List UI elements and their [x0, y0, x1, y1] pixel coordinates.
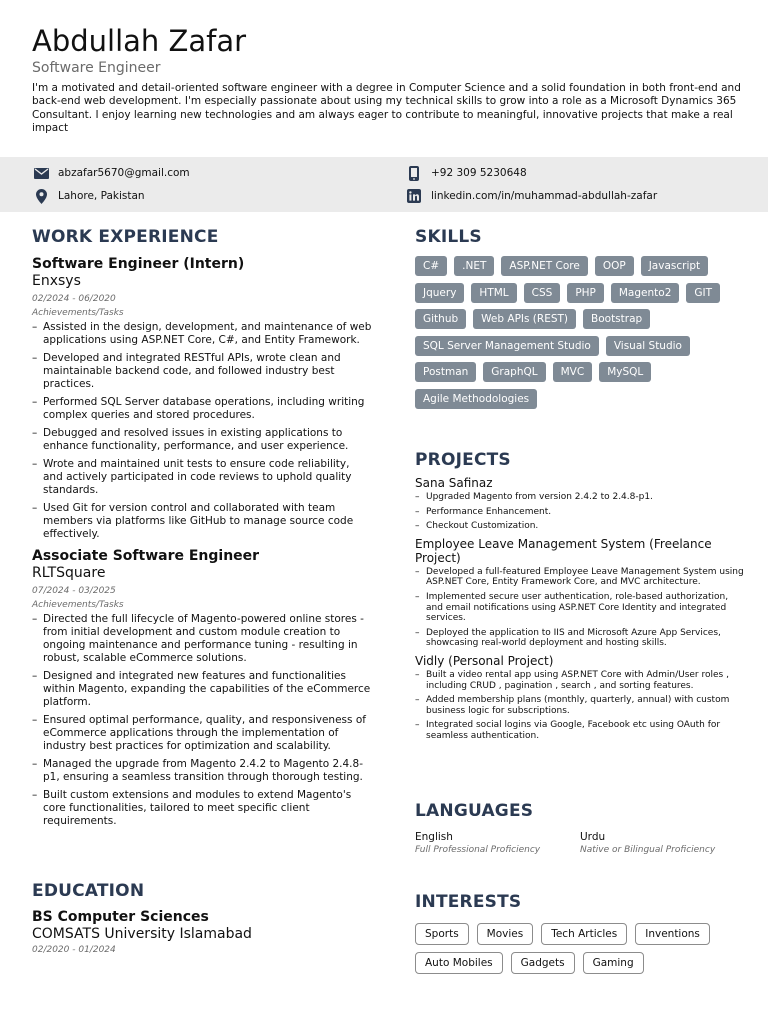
job-dates: 07/2024 - 03/2025 [32, 585, 116, 596]
job-bullet: – Wrote and maintained unit tests to ensure code reliability, and actively participated in code reviews to uphold quality standards. [32, 458, 372, 498]
project-bullet-list [415, 670, 745, 742]
skill-tag: SQL Server Management Studio [415, 336, 599, 356]
job-bullet: – Managed the upgrade from Magento 2.4.2 to Magento 2.4.8-p1, ensuring a seamless transition through thorough testing. [32, 758, 372, 784]
job-tasks-label: Achievements/Tasks [32, 308, 124, 318]
skill-tag: PHP [567, 283, 604, 303]
projects-section [415, 449, 745, 746]
project-bullet: – Deployed the application to IIS and Microsoft Azure App Services, showcasing real-world deployment and hosting skills. [415, 628, 745, 649]
education-dates: 02/2020 - 01/2024 [32, 945, 116, 955]
skill-tag: Agile Methodologies [415, 389, 537, 409]
languages-heading: LANGUAGES [415, 801, 534, 821]
skill-tag: Visual Studio [606, 336, 690, 356]
phone-icon [406, 165, 422, 181]
job-bullet: – Used Git for version control and collaborated with team members via platforms like GitHub to manage source code effectively. [32, 502, 372, 542]
job-role: Software Engineer (Intern) [32, 256, 245, 272]
skill-tag: Magento2 [611, 283, 680, 303]
project-name: Employee Leave Management System (Freelance Project) [415, 536, 712, 565]
language-level: Native or Bilingual Proficiency [580, 845, 716, 855]
language-entry [580, 830, 745, 856]
interest-tag: Gadgets [511, 952, 575, 974]
job-company: Enxsys [32, 273, 81, 289]
interest-tag: Movies [477, 923, 534, 945]
job-tasks-label: Achievements/Tasks [32, 599, 124, 610]
project-name: Vidly (Personal Project) [415, 653, 554, 668]
phone-text: +92 309 5230648 [431, 167, 527, 179]
job-bullet: – Debugged and resolved issues in existing applications to enhance functionality, performance, and user experience. [32, 427, 372, 453]
project-bullet: – Developed a full-featured Employee Leave Management System using ASP.NET Core, Entity Framework Core, and MVC architecture. [415, 567, 745, 588]
job-bullet-list [32, 613, 372, 829]
location-text: Lahore, Pakistan [58, 190, 145, 202]
skill-tag: Web APIs (REST) [473, 309, 576, 329]
project-bullet: – Upgraded Magento from version 2.4.2 to 2.4.8-p1. [415, 492, 745, 503]
skill-tag: .NET [454, 256, 494, 276]
skill-tag: GIT [686, 283, 720, 303]
job-bullet: – Performed SQL Server database operations, including writing complex queries and stored procedures. [32, 396, 372, 422]
languages-list [415, 830, 745, 856]
location-pin-icon [33, 188, 49, 204]
skill-tag: MySQL [599, 362, 651, 382]
education-entry [32, 908, 372, 955]
job-entry [32, 547, 372, 829]
skills-list [415, 256, 745, 415]
interest-tag: Inventions [635, 923, 710, 945]
skills-section [415, 226, 745, 415]
project-bullet: – Performance Enhancement. [415, 507, 745, 518]
job-company: RLTSquare [32, 564, 106, 581]
contact-phone[interactable] [406, 165, 527, 181]
language-entry [415, 830, 580, 856]
job-bullet-list [32, 321, 372, 542]
language-name: Urdu [580, 831, 606, 843]
education-heading: EDUCATION [32, 881, 145, 901]
summary-paragraph: I'm a motivated and detail-oriented software engineer with a degree in Computer Science and a solid foundation in both front-end and back-end web development. I'm especially passionate about using my technical skills to grow into a role as a Microsoft Dynamics 365 Consultant. I enjoy learning new technologies and am always eager to contribute to meaningful, innovative projects that make a real impact [32, 82, 741, 135]
language-name: English [415, 831, 453, 843]
language-level: Full Professional Proficiency [415, 845, 541, 855]
job-entry [32, 255, 372, 542]
envelope-icon [33, 165, 49, 181]
linkedin-text: linkedin.com/in/muhammad-abdullah-zafar [431, 190, 658, 202]
project-bullet-list [415, 492, 745, 532]
project-entry [415, 654, 745, 742]
skill-tag: HTML [471, 283, 516, 303]
education-school: COMSATS University Islamabad [32, 926, 252, 942]
project-bullet: – Checkout Customization. [415, 521, 745, 532]
job-bullet: – Ensured optimal performance, quality, and responsiveness of eCommerce applications through the implementation of industry best practices for optimization and scalability. [32, 714, 372, 754]
interests-heading: INTERESTS [415, 892, 522, 912]
job-role: Associate Software Engineer [32, 547, 260, 564]
skill-tag: GraphQL [483, 362, 545, 382]
languages-section [415, 800, 745, 856]
interest-tag: Tech Articles [541, 923, 627, 945]
project-bullet: – Added membership plans (monthly, quarterly, annual) with custom business logic for subscriptions. [415, 695, 745, 716]
contact-linkedin[interactable] [406, 188, 657, 204]
projects-heading: PROJECTS [415, 450, 511, 470]
contact-email[interactable] [33, 165, 190, 181]
candidate-title: Software Engineer [32, 60, 161, 76]
contact-location [33, 188, 145, 204]
project-bullet: – Implemented secure user authentication, role-based authorization, and email notifications using ASP.NET Core Identity and integrated services. [415, 592, 745, 624]
job-bullet: – Directed the full lifecycle of Magento-powered online stores - from initial development and custom module creation to ongoing maintenance and performance tuning - resulting in robust, scalable eCommerce solutions. [32, 613, 372, 666]
interest-tag: Sports [415, 923, 469, 945]
education-degree: BS Computer Sciences [32, 909, 209, 925]
linkedin-icon [406, 188, 422, 204]
job-bullet: – Built custom extensions and modules to extend Magento's core functionalities, tailored to meet specific client requirements. [32, 789, 372, 829]
skill-tag: CSS [524, 283, 561, 303]
candidate-name: Abdullah Zafar [32, 24, 247, 58]
interest-tag: Auto Mobiles [415, 952, 503, 974]
skill-tag: C# [415, 256, 447, 276]
interests-list [415, 923, 745, 981]
project-bullet: – Built a video rental app using ASP.NET Core with Admin/User roles , including CRUD , pagination , search , and sorting features. [415, 670, 745, 691]
skill-tag: Bootstrap [583, 309, 650, 329]
education-section [32, 880, 372, 955]
left-column [32, 226, 372, 833]
job-bullet: – Developed and integrated RESTful APIs, wrote clean and maintainable backend code, and followed industry best practices. [32, 352, 372, 392]
job-dates: 02/2024 - 06/2020 [32, 294, 116, 304]
skill-tag: Jquery [415, 283, 464, 303]
email-text: abzafar5670@gmail.com [58, 167, 190, 179]
skill-tag: Postman [415, 362, 476, 382]
job-bullet: – Designed and integrated new features and functionalities within Magento, expanding the capabilities of the eCommerce platform. [32, 670, 372, 710]
work-experience-heading: WORK EXPERIENCE [32, 227, 219, 247]
project-entry [415, 537, 745, 649]
contact-band [0, 157, 768, 212]
skill-tag: Javascript [641, 256, 708, 276]
project-bullet-list [415, 567, 745, 649]
project-entry [415, 476, 745, 532]
resume-header [32, 24, 742, 136]
project-name: Sana Safinaz [415, 476, 493, 490]
skills-heading: SKILLS [415, 227, 482, 247]
skill-tag: MVC [553, 362, 593, 382]
interests-section [415, 891, 745, 981]
project-bullet: – Integrated social logins via Google, Facebook etc using OAuth for seamless authentication. [415, 720, 745, 741]
skill-tag: OOP [595, 256, 634, 276]
skill-tag: Github [415, 309, 466, 329]
skill-tag: ASP.NET Core [501, 256, 587, 276]
job-bullet: – Assisted in the design, development, and maintenance of web applications using ASP.NET Core, C#, and Entity Framework. [32, 321, 372, 347]
interest-tag: Gaming [583, 952, 644, 974]
